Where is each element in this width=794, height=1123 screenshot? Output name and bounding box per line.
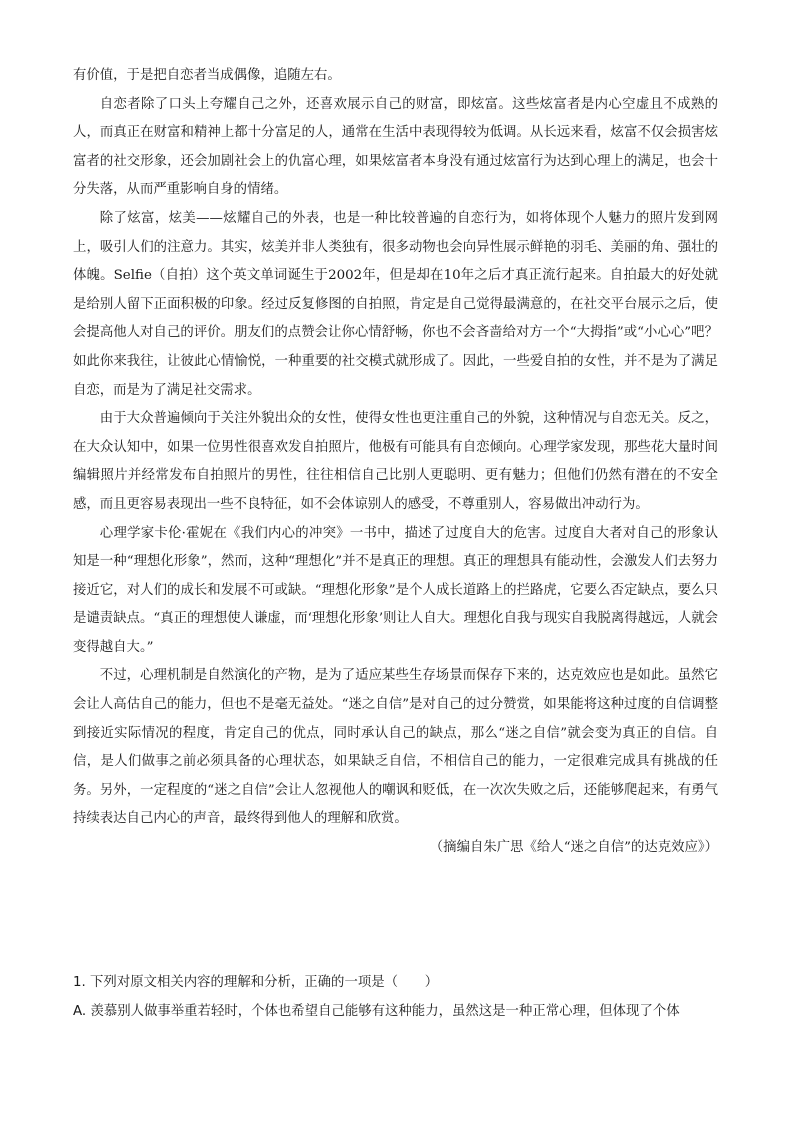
paragraph-idealized-image: 心理学家卡伦·霍妮在《我们内心的冲突》一书中，描述了过度自大的危害。过度自大者对自己的形象认知是一种“理想化形象”，然而，这种“理想化”并不是真正的理想。真正的理想具有能动性，会激发人们去努力接近它，对人们的成长和发展不可或缺。“理想化形象”是个人成长道路上的拦路虎，它要么否定缺点，要么只是谴责缺点。“真正的理想使人谦虚，而‘理想化形象’则让人自大。理想化自我与现实自我脱离得越远，人就会变得越自大。” <box>73 525 718 655</box>
option-a: A. 羡慕别人做事举重若轻时，个体也希望自己能够有这种能力，虽然这是一种正常心理，但体现了个体 <box>73 1004 680 1019</box>
paragraph-flaunting-wealth: 自恋者除了口头上夸耀自己之外，还喜欢展示自己的财富，即炫富。这些炫富者是内心空虚且不成熟的人，而真正在财富和精神上都十分富足的人，通常在生活中表现得较为低调。从长远来看，炫富不仅会损害炫富者的社交形象，还会加剧社会上的仇富心理，如果炫富者本身没有通过炫富行为达到心理上的满足，也会十分失落，从而严重影响自身的情绪。 <box>73 96 718 198</box>
question-block <box>73 968 718 1026</box>
paragraph-flaunting-beauty: 除了炫富，炫美——炫耀自己的外表，也是一种比较普遍的自恋行为，如将体现个人魅力的照片发到网上，吸引人们的注意力。其实，炫美并非人类独有，很多动物也会向异性展示鲜艳的羽毛、美丽的角、强壮的体魄。Selfie（自拍）这个英文单词诞生于2002年，但是却在10年之后才真正流行起来。自拍最大的好处就是给别人留下正面积极的印象。经过反复修图的自拍照，肯定是自己觉得最满意的，在社交平台展示之后，使会提高他人对自己的评价。朋友们的点赞会让你心情舒畅，你也不会吝啬给对方一个“大拇指”或“小心心”吧？如此你来我往，让彼此心情愉悦，一种重要的社交模式就形成了。因此，一些爱自拍的女性，并不是为了满足自恋，而是为了满足社交需求。 <box>73 210 718 398</box>
article-body <box>73 62 718 863</box>
paragraph-public-attention: 由于大众普遍倾向于关注外貌出众的女性，使得女性也更注重自己的外貌，这种情况与自恋无关。反之，在大众认知中，如果一位男性很喜欢发自拍照片，他极有可能具有自恋倾向。心理学家发现，那些花大量时间编辑照片并经常发布自拍照片的男性，往往相信自己比别人更聪明、更有魅力；但他们仍然有潜在的不安全感，而且更容易表现出一些不良特征，如不会体谅别人的感受，不尊重别人，容易做出冲动行为。 <box>73 411 718 512</box>
question-stem: 1. 下列对原文相关内容的理解和分析，正确的一项是（ ） <box>73 975 439 990</box>
article-source: （摘编自朱广思《给人“迷之自信”的达克效应》） <box>429 840 718 856</box>
paragraph-continuation: 有价值，于是把自恋者当成偶像，追随左右。 <box>73 68 341 83</box>
paragraph-dunning-kruger: 不过，心理机制是自然演化的产物，是为了适应某些生存场景而保存下来的，达克效应也是如此。虽然它会让人高估自己的能力，但也不是毫无益处。“迷之自信”是对自己的过分赞赏，如果能将这种过度的自信调整到接近实际情况的程度，肯定自己的优点，同时承认自己的缺点，那么“迷之自信”就会变为真正的自信。自信，是人们做事之前必须具备的心理状态，如果缺乏自信，不相信自己的能力，一定很难完成具有挑战的任务。另外，一定程度的“迷之自信”会让人忽视他人的嘲讽和贬低，在一次次失败之后，还能够爬起来，有勇气持续表达自己内心的声音，最终得到他人的理解和欣赏。 <box>73 668 718 827</box>
